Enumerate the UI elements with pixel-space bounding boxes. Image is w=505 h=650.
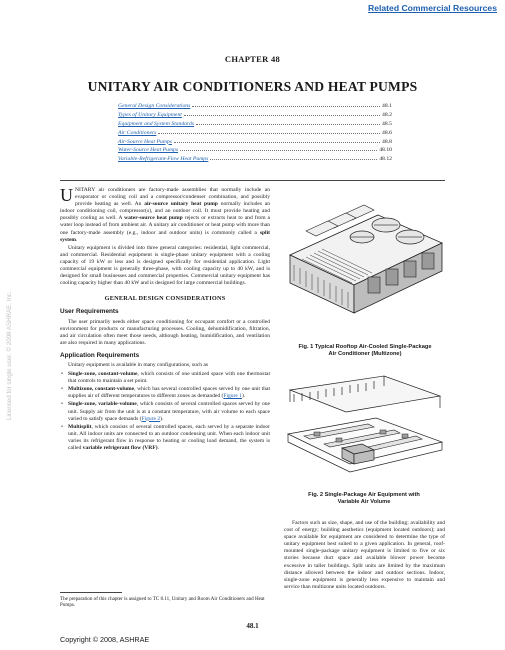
bullet-text: ). — [242, 393, 246, 400]
bullet-term: Single-zone, variable-volume — [68, 401, 137, 408]
toc-link-air-source[interactable]: Air-Source Heat Pumps — [118, 138, 173, 145]
toc-link-vrf[interactable]: Variable-Refrigerant-Flow Heat Pumps — [118, 156, 209, 163]
header-divider — [60, 180, 445, 181]
caption-line: Fig. 2 Single-Package Air Equipment with — [308, 492, 420, 498]
intro-text: . — [76, 236, 78, 243]
chapter-label: CHAPTER 48 — [224, 54, 281, 64]
toc-page-number: 48.2 — [382, 111, 392, 118]
bullet-text: , which consists of several controlled spaces served by one unit. Supply air from the unit is at a constant temperature, with air volume to each space varied to satisfy space demands ( — [68, 401, 270, 422]
toc-page-number: 48.10 — [379, 147, 392, 154]
user-requirements-heading: User Requirements — [60, 308, 119, 316]
toc-leader — [174, 142, 380, 143]
figure-1-caption — [282, 344, 448, 358]
intro-paragraph — [60, 187, 270, 244]
right-column — [284, 520, 445, 592]
bullet-term: Single-zone, constant-volume — [68, 371, 138, 378]
toc-page-number: 48.6 — [382, 129, 392, 136]
toc-leader — [184, 115, 380, 116]
toc-page-number: 48.5 — [382, 120, 392, 127]
categories-paragraph: Unitary equipment is divided into three general categories: residential, light commercial, and commercial. Residential equipment is single-phase unitary equipment with a cooling capacity of 19 kW or less and is designed specifically for residential application. Light commercial equipment is generally three-phase, with cooling capacity up to 40 kW, and is designed for small businesses and commercial properties. Commercial unitary equipment has cooling capacity higher than 40 kW and is designed for large commercial buildings. — [60, 244, 270, 287]
bullet-text: , which consists of several controlled spaces, each served by a separate indoor unit. All indoor units are connected to an outdoor condensing unit. When each indoor unit varies its refrigerant flow in response to heating or cooling load demand, the system is called — [68, 423, 270, 451]
figure-2-vav-building-illustration — [284, 372, 444, 488]
license-watermark: Licensed for single user. © 2008 ASHRAE, Inc. — [6, 291, 13, 420]
toc-link-types[interactable]: Types of Unitary Equipment — [118, 111, 182, 118]
page-number: 48.1 — [246, 622, 259, 630]
bullet-text: . — [157, 445, 159, 451]
bullet-term: Multisplit — [68, 423, 92, 430]
toc-page-number: 48.1 — [382, 103, 392, 109]
bullet-term: Multizone, constant-volume — [68, 386, 135, 393]
toc-row — [118, 146, 392, 155]
toc-leader — [158, 133, 380, 134]
section-heading: GENERAL DESIGN CONSIDERATIONS — [104, 295, 226, 303]
toc-row — [118, 120, 392, 129]
copyright-notice: Copyright © 2008, ASHRAE — [60, 635, 150, 644]
left-column — [60, 187, 270, 453]
intro-text: NITARY air conditioners are factory-made assemblies that normally include an evaporator or cooling coil and a compressor/condenser combination, and possibly provide heating as well. An — [75, 187, 270, 208]
term-vrf: variable refrigerant flow (VRF) — [82, 445, 158, 451]
toc-link-air-conditioners[interactable]: Air Conditioners — [118, 129, 157, 136]
application-requirements-heading: Application Requirements — [60, 351, 140, 359]
building-outline — [290, 376, 440, 412]
configuration-list — [60, 371, 270, 452]
figure-1-link[interactable]: Figure 1 — [223, 393, 243, 400]
toc-page-number: 48.8 — [382, 138, 392, 145]
list-item — [60, 401, 270, 422]
toc-row — [118, 129, 392, 138]
toc-link-standards[interactable]: Equipment and System Standards — [118, 120, 195, 127]
intro-text: rejects or extracts heat to and from a water loop instead of from ambient air. A unitary air conditioner or heat pump with more than one factory-made assembly (e.g., indoor and outdoor units) is commonly called a — [60, 215, 271, 236]
intro-text: normally includes an indoor conditioning coil, compressor(s), and an outdoor coil. It must provide heating and possibly cooling as well. A — [60, 201, 270, 222]
toc-leader — [180, 150, 377, 151]
related-commercial-resources-link[interactable]: Related Commercial Resources — [368, 3, 497, 13]
footnote-divider — [60, 592, 122, 593]
application-requirements-text: Unitary equipment is available in many configurations, such as — [68, 361, 209, 368]
toc-leader — [210, 159, 377, 160]
term-split-system: split system — [60, 229, 270, 243]
toc-leader — [196, 124, 380, 125]
page-title: UNITARY AIR CONDITIONERS AND HEAT PUMPS — [87, 79, 418, 94]
toc-leader — [192, 106, 380, 107]
user-requirements-text: The user primarily needs either space conditioning for occupant comfort or a controlled environment for products or manufacturing processes. Cooling, dehumidification, filtration, and air circulation often meet those needs, although heating, humidification, and ventilation are also required in many applications. — [60, 318, 270, 346]
figure-2-caption — [284, 492, 444, 506]
toc-row — [118, 102, 392, 111]
figure-2-link[interactable]: Figure 2 — [141, 415, 161, 422]
term-air-source-heat-pump: air-source unitary heat pump — [144, 201, 218, 208]
list-item — [60, 371, 270, 385]
toc-row — [118, 155, 392, 164]
bullet-text: , which has several controlled spaces served by one unit that supplies air of different temperatures to different zones as demanded ( — [68, 386, 270, 400]
toc-link-general-design[interactable]: General Design Considerations — [118, 103, 191, 109]
drop-cap: U — [60, 185, 73, 205]
bullet-text: , which consists of one unitized space with one thermostat that controls to maintain a set point. — [68, 371, 270, 385]
table-of-contents — [118, 102, 392, 164]
toc-row — [118, 138, 392, 147]
footnote: The preparation of this chapter is assigned to TC 8.11, Unitary and Room Air Conditioners and Heat Pumps. — [60, 596, 265, 609]
caption-line: Fig. 1 Typical Rooftop Air-Cooled Single-Package — [298, 344, 432, 350]
list-item — [60, 386, 270, 400]
toc-link-water-source[interactable]: Water-Source Heat Pumps — [118, 147, 179, 154]
bullet-text: ). — [160, 415, 164, 422]
list-item — [60, 424, 270, 452]
term-water-source-heat-pump: water-source heat pump — [124, 215, 183, 222]
toc-row — [118, 111, 392, 120]
caption-line: Air Conditioner (Multizone) — [328, 351, 402, 357]
caption-line: Variable Air Volume — [337, 499, 391, 505]
toc-page-number: 48.12 — [379, 156, 392, 163]
building-factors-paragraph: Factors such as size, shape, and use of the building; availability and cost of energy; building aesthetics (equipment located outdoors); and space available for equipment are considered to determine the type of unitary equipment best suited to a given application. In general, roof-mounted single-package unitary equipment is limited to five or six stories because duct space and available blower power become excessive in taller buildings. Split units are limited by the maximum distance allowed between the indoor and outdoor sections. Indoor, single-zone equipment is generally less expensive to maintain and service than multizone units located outdoors. — [284, 520, 445, 590]
figure-1-rooftop-unit-illustration — [282, 185, 448, 335]
